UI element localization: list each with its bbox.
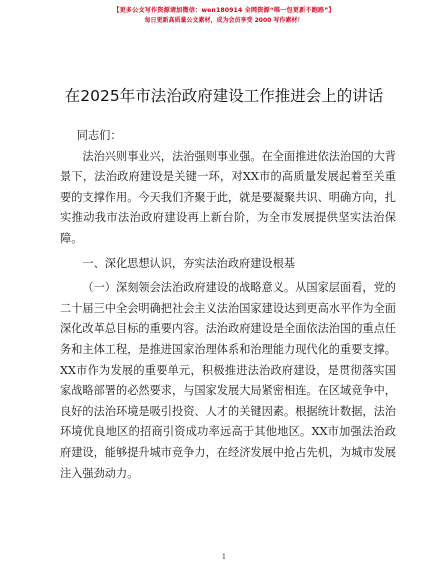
section-heading-1: 一、深化思想认识，夯实法治政府建设根基 — [82, 256, 295, 270]
promo-banner — [0, 6, 448, 26]
page-number: 1 — [221, 553, 227, 561]
salutation: 同志们： — [76, 129, 122, 142]
section-1-paragraph-1: （一）深刻领会法治政府建设的战略意义。从国家层面看，党的二十届三中全会明确把社会主义法治国家建设达到更高水平作为全面深化改革总目标的重要内容。法治政府建设是全面依法治国的重点任务和主体工程，是推进国家治理体系和治理能力现代化的重要支撑。XX市作为发展的重要单元，积极推进法治政府建设，是贯彻落实国家战略部署的必然要求，与国家发展大局紧密相连。在区域竞争中，良好的法治环境是吸引投资、人才的关键因素。根据统计数据，法治环境优良地区的招商引资成功率远高于其他地区。XX市加强法治政府建设，能够提升城市竞争力，在经济发展中抢占先机，为城市发展注入强劲动力。 — [60, 281, 396, 480]
promo-banner-line1: 【更多公文写作资源请加微信：wen180914 全网资源“唯一包更新不跑路”】 — [113, 7, 335, 14]
intro-paragraph: 法治兴则事业兴，法治强则事业强。在全面推进依法治国的大背景下，法治政府建设是关键一环，对XX市的高质量发展起着至关重要的支撑作用。今天我们齐聚于此，就是要凝聚共识、明确方向，扎实推动我市法治政府建设再上新台阶，为全市发展提供坚实法治保障。 — [60, 149, 396, 245]
promo-banner-line2: 每日更新高质量公文素材，成为会员享受 2000 写作素材！ — [144, 17, 304, 24]
document-title: 在2025年市法治政府建设工作推进会上的讲话 — [64, 87, 384, 105]
document-body — [60, 126, 396, 484]
